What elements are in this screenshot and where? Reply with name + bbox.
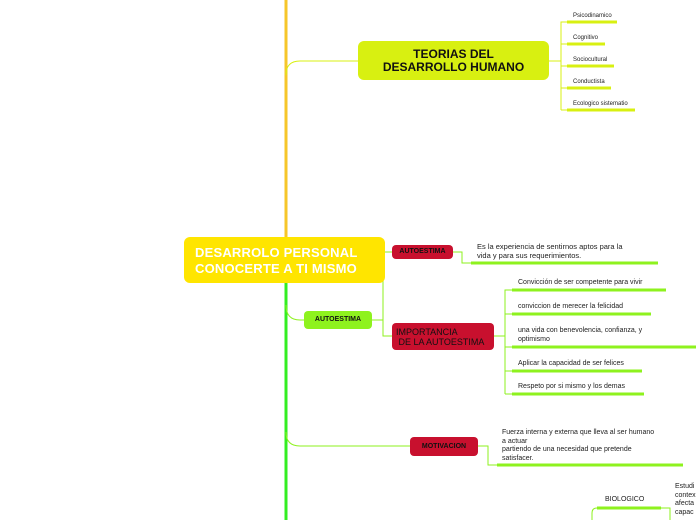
importancia-item[interactable]: conviccion de merecer la felicidad	[518, 303, 624, 310]
importancia-item[interactable]: Respeto por si mismo y los demas	[518, 383, 625, 390]
motivacion-text[interactable]: Fuerza interna y externa que lleva al ser humano a actuar partiendo de una necesidad que pretende satisfacer.	[502, 429, 655, 462]
teorias-line1: TEORIAS DEL	[413, 47, 494, 61]
link-teorias	[286, 61, 358, 75]
biologico-text[interactable]: Estudi contex afecta capac	[675, 483, 696, 516]
biologico-topic[interactable]: BIOLOGICO	[605, 496, 645, 503]
teorias-line2: DESARROLLO HUMANO	[382, 60, 525, 74]
importancia-item[interactable]: Convicción de ser competente para vivir	[518, 279, 643, 286]
motivacion-topic[interactable]: MOTIVACION	[410, 437, 478, 456]
central-topic[interactable]	[184, 237, 385, 283]
teoria-psicodinamico[interactable]: Psicodinamico	[573, 13, 612, 19]
teoria-sociocultural[interactable]: Sociocultural	[573, 57, 608, 63]
teorias-topic[interactable]	[358, 41, 549, 80]
autoestima-definition-topic[interactable]: AUTOESTIMA	[392, 245, 453, 259]
autoestima-topic[interactable]: AUTOESTIMA	[304, 311, 372, 329]
teoria-ecologico[interactable]: Ecologico sistematio	[573, 101, 628, 107]
autoestima-definition-text[interactable]: Es la experiencia de sentirnos aptos para la vida y para sus requerimientos.	[477, 242, 623, 260]
importancia-item[interactable]: una vida con benevolencia, confianza, y optimismo	[518, 327, 643, 343]
importancia-topic[interactable]: IMPORTANCIA DE LA AUTOESTIMA	[392, 323, 494, 350]
teoria-cognitivo[interactable]: Cognitivo	[573, 35, 599, 41]
central-topic-line2: CONOCERTE A TI MISMO	[195, 261, 357, 276]
teoria-conductista[interactable]: Conductista	[573, 79, 605, 85]
importancia-item[interactable]: Aplicar la capacidad de ser felices	[518, 360, 624, 367]
central-topic-line1: DESARROLO PERSONAL	[195, 245, 358, 260]
